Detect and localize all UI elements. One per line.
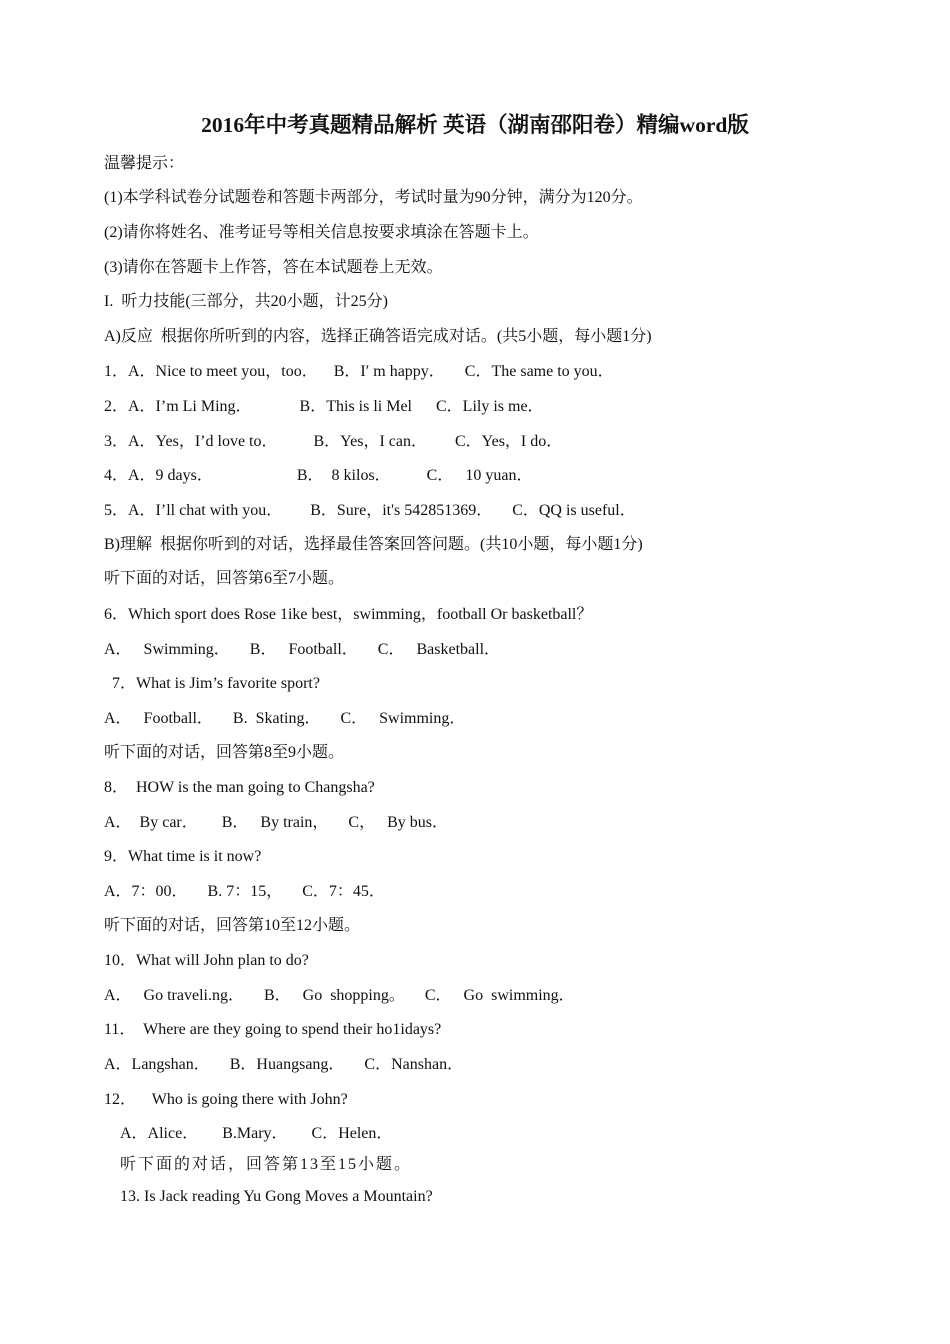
question-3: 3．A．Yes，I’d love to． B．Yes，I can． C．Yes，I do．	[104, 433, 563, 450]
options-6: A． Swimming． B． Football． C． Basketball．	[104, 641, 501, 658]
dialogue-intro-6-7: 听下面的对话，回答第6至7小题。	[104, 570, 345, 587]
question-7: 7．What is Jim’s favorite sport?	[112, 675, 320, 692]
options-9: A．7：00． B. 7：15， C．7：45．	[104, 883, 385, 900]
document-title: 2016年中考真题精品解析 英语（湖南邵阳卷）精编word版	[201, 113, 749, 137]
part-a-instruction: A)反应 根据你所听到的内容，选择正确答语完成对话。(共5小题，每小题1分)	[104, 328, 652, 345]
dialogue-intro-13-15: 听下面的对话，回答第13至15小题。	[120, 1156, 413, 1173]
question-11: 11． Where are they going to spend their ho1idays?	[104, 1021, 442, 1038]
tip-1: (1)本学科试卷分试题卷和答题卡两部分，考试时量为90分钟，满分为120分。	[104, 189, 643, 206]
question-1: 1．A．Nice to meet you，too． B．I′ m happy． C．The same to you．	[104, 363, 614, 380]
question-13: 13. Is Jack reading Yu Gong Moves a Mountain?	[120, 1188, 433, 1205]
question-5: 5．A．I’ll chat with you． B．Sure，it's 542851369． C．QQ is useful．	[104, 502, 636, 519]
options-7: A． Football． B. Skating． C． Swimming．	[104, 710, 466, 727]
question-8: 8． HOW is the man going to Changsha?	[104, 779, 375, 796]
question-2: 2．A．I’m Li Ming． B．This is li Mel C．Lily is me．	[104, 398, 544, 415]
section-heading: I. 听力技能(三部分，共20小题，计25分)	[104, 293, 388, 310]
question-6: 6．Which sport does Rose 1ike best，swimming，football Or basketball？	[104, 606, 593, 623]
options-12: A．Alice． B.Mary． C．Helen．	[120, 1125, 393, 1142]
question-12: 12． Who is going there with John?	[104, 1091, 348, 1108]
dialogue-intro-10-12: 听下面的对话，回答第10至12小题。	[104, 917, 361, 934]
dialogue-intro-8-9: 听下面的对话，回答第8至9小题。	[104, 744, 345, 761]
question-9: 9．What time is it now?	[104, 848, 262, 865]
options-10: A． Go traveli.ng． B． Go shopping。 C． Go swimming．	[104, 987, 575, 1004]
tip-3: (3)请你在答题卡上作答，答在本试题卷上无效。	[104, 259, 443, 276]
options-8: A． By car． B． By train， C， By bus．	[104, 814, 448, 831]
question-4: 4．A．9 days． B． 8 kilos． C． 10 yuan．	[104, 467, 533, 484]
tip-2: (2)请你将姓名、准考证号等相关信息按要求填涂在答题卡上。	[104, 224, 539, 241]
part-b-instruction: B)理解 根据你听到的对话，选择最佳答案回答问题。(共10小题，每小题1分)	[104, 536, 643, 553]
question-10: 10．What will John plan to do?	[104, 952, 309, 969]
tips-heading: 温馨提示：	[104, 155, 185, 172]
options-11: A．Langshan． B．Huangsang． C．Nanshan．	[104, 1056, 464, 1073]
